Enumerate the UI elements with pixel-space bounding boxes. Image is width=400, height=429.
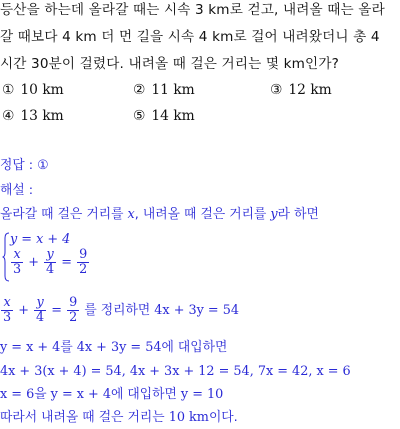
back-eq: y = x + 4 [50,387,111,402]
fraction-denominator: 3 [13,262,22,277]
conclusion-line [0,410,238,426]
fraction-denominator: 4 [36,310,45,325]
answer-value: ① [37,158,49,173]
question-line-2: 갈 때보다 4 km 더 먼 길을 시속 4 km로 걸어 내려왔더니 총 4 [0,29,380,45]
option-2-text: 11 km [151,82,195,98]
organize-line [0,296,239,325]
option-5[interactable] [133,107,195,125]
fraction-y-over-4 [44,248,56,277]
fraction-denominator: 4 [46,262,55,277]
fraction-x-over-3 [11,248,23,277]
fraction-numerator: 9 [69,295,78,310]
substitute-mid: 를 [60,340,77,355]
question-line-1: 등산을 하는데 올라갈 때는 시속 3 km로 걷고, 내려올 때는 올라 [0,2,385,18]
option-5-number: ⑤ [133,108,146,124]
fraction-9-over-2 [77,248,89,277]
explanation-intro [0,207,319,223]
option-4-number: ④ [2,108,15,124]
option-1-number: ① [2,82,15,98]
option-4-text: 13 km [20,108,64,124]
option-1[interactable] [2,81,64,99]
fraction-denominator: 2 [69,310,78,325]
back-mid: 을 [34,387,51,402]
fraction-numerator: y [36,295,44,310]
fraction-numerator: 9 [79,247,88,262]
explanation-label: 해설 : [0,183,34,198]
fraction-numerator: x [3,295,11,310]
fraction-denominator: 2 [79,262,88,277]
substitute-eq: 4x + 3y = 54 [76,340,162,355]
organize-text: 를 정리하면 [84,303,155,318]
organize-result: 4x + 3y = 54 [154,303,240,318]
option-3-number: ③ [270,82,283,98]
system-equation-1: y = x + 4 [10,232,71,247]
fraction-9-over-2 [67,296,79,325]
conclusion-text-a: 따라서 내려올 때 걸은 거리는 [0,410,169,425]
back-substitute-line [0,387,223,403]
option-2-number: ② [133,82,146,98]
option-3-text: 12 km [288,82,332,98]
fraction-x-over-3 [1,296,13,325]
plus-sign: + [18,303,29,318]
left-brace-icon [2,232,10,282]
option-3[interactable] [270,81,332,99]
intro-var-x: x [127,207,135,222]
option-5-text: 14 km [151,108,195,124]
substitute-end: 에 대입하면 [161,340,228,355]
option-4[interactable] [2,107,64,125]
back-end: 에 대입하면 [110,387,181,402]
substitute-line [0,340,227,356]
organize-equation [0,295,84,325]
conclusion-value: 10 km [168,410,209,425]
back-result: y = 10 [180,387,224,402]
fraction-numerator: x [13,247,21,262]
system-equation-2 [10,248,90,277]
question-line-3: 시간 30분이 걸렸다. 내려올 때 걸은 거리는 몇 km인가? [0,56,339,72]
substitute-lhs: y = x + 4 [0,340,61,355]
fraction-y-over-4 [34,296,46,325]
equals-sign: = [51,303,63,318]
solve-line: 4x + 3(x + 4) = 54, 4x + 3x + 12 = 54, 7x = 42, x = 6 [0,364,351,379]
conclusion-text-b: 이다. [208,410,238,425]
answer-label: 정답 : [0,158,38,173]
fraction-numerator: y [46,247,54,262]
intro-var-y: y [270,207,278,222]
equals-sign: = [61,255,73,270]
intro-text-c: 라 하면 [277,207,319,222]
intro-text-a: 올라갈 때 걸은 거리를 [0,207,128,222]
fraction-denominator: 3 [3,310,12,325]
option-1-text: 10 km [20,82,64,98]
option-2[interactable] [133,81,195,99]
plus-sign: + [28,255,39,270]
back-lhs: x = 6 [0,387,35,402]
answer-line [0,158,49,174]
intro-text-b: , 내려올 때 걸은 거리를 [134,207,271,222]
